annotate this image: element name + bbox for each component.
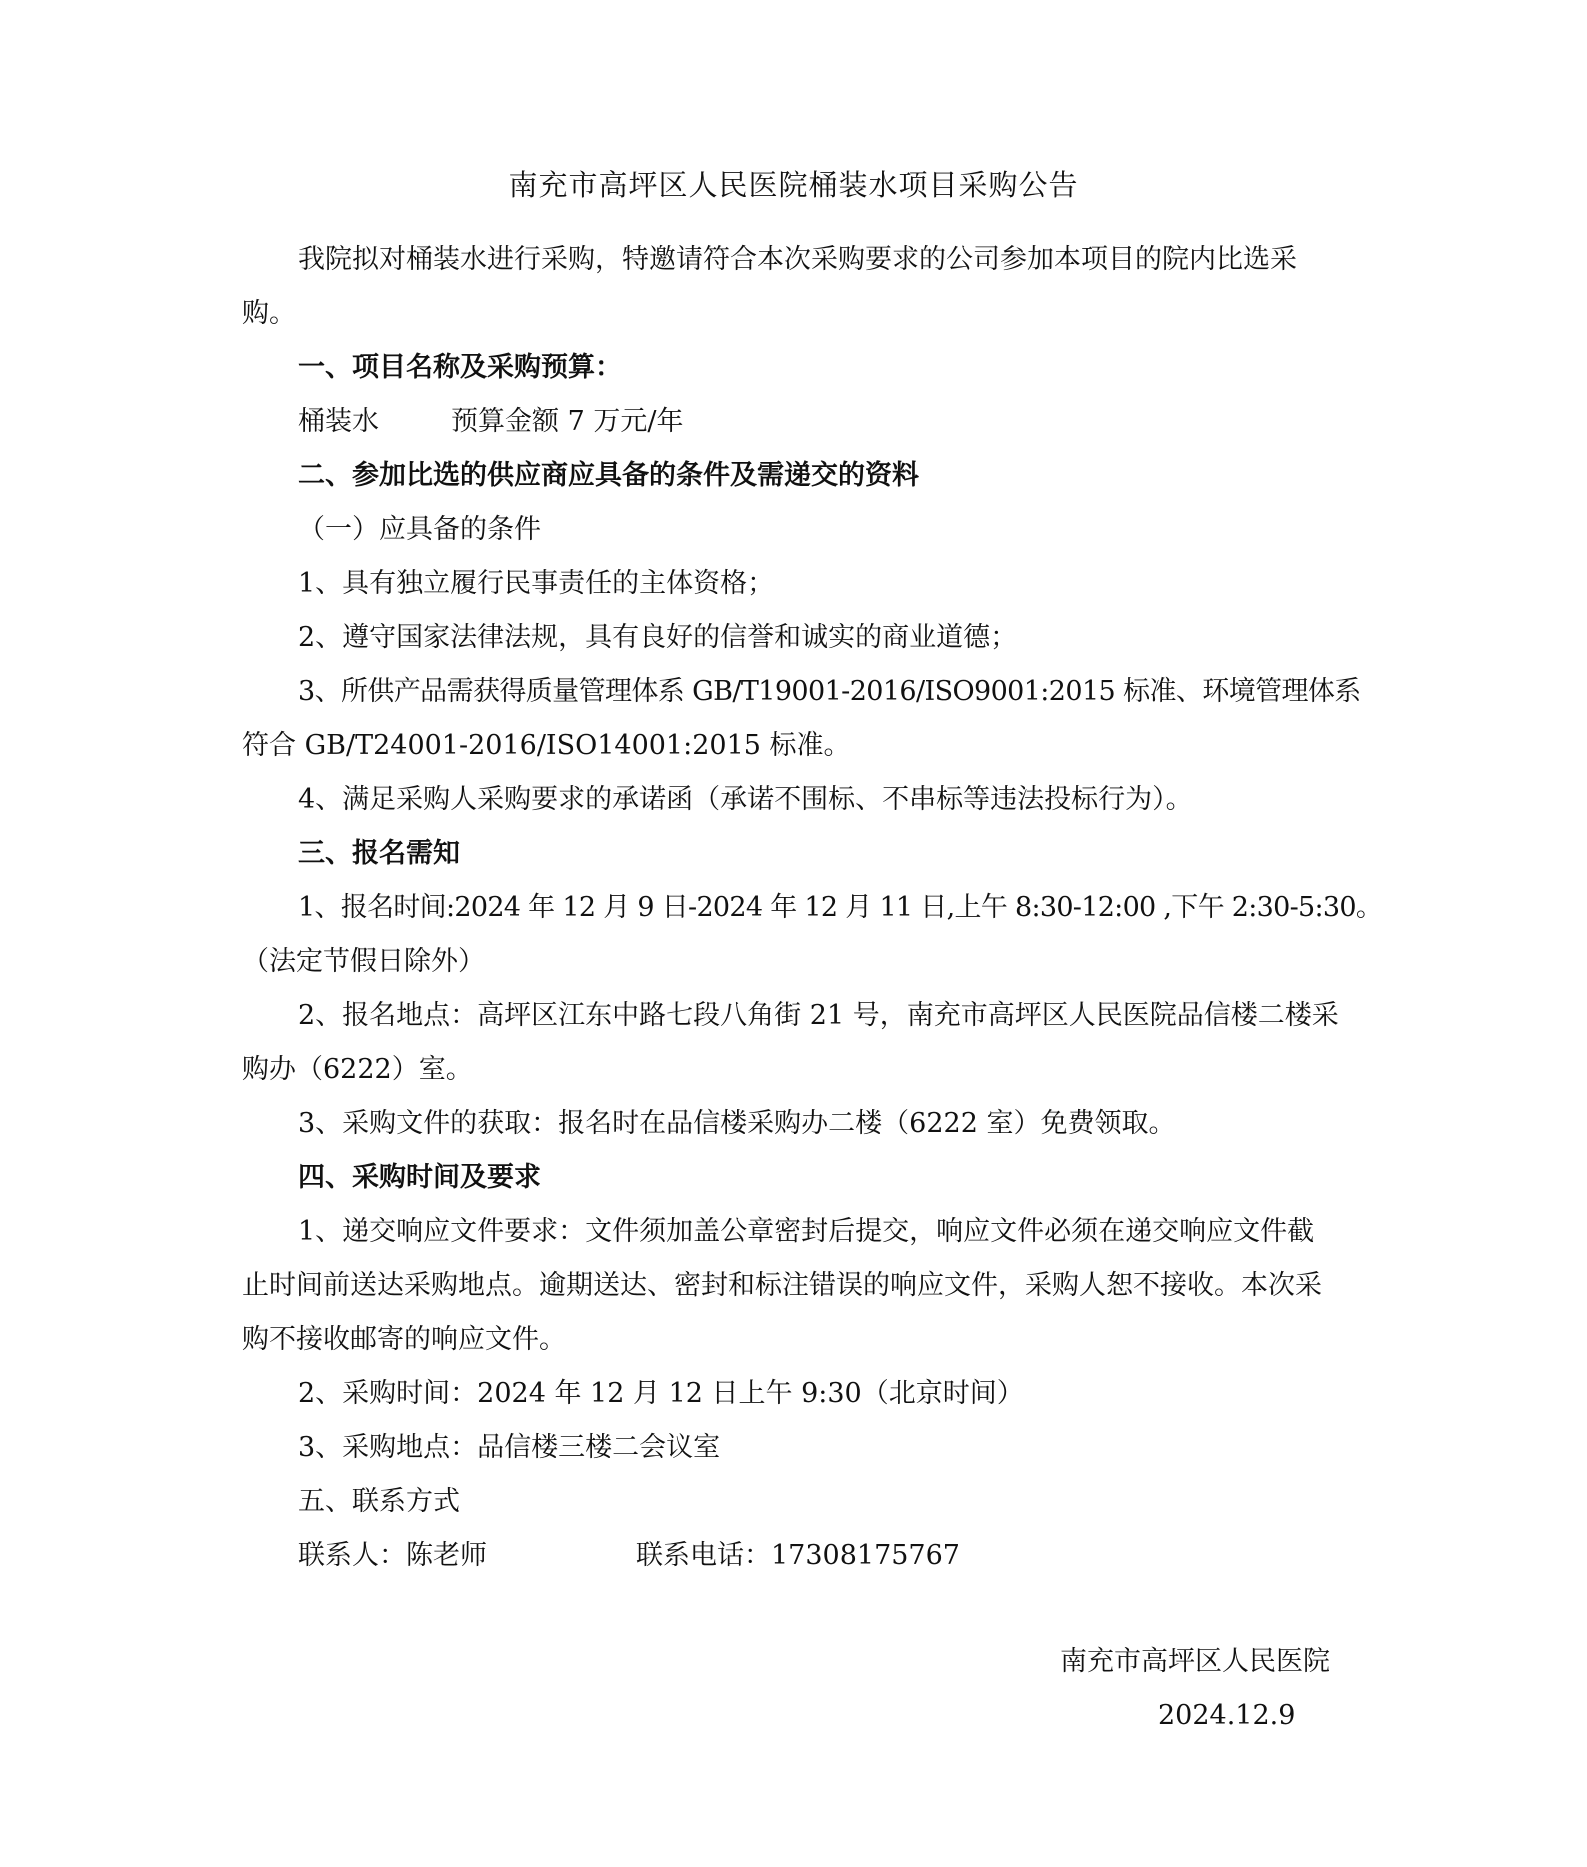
section4-item-2: 2、采购时间：2024 年 12 月 12 日上午 9:30（北京时间） [298,1378,1024,1409]
section4-item-1-line-1: 1、递交响应文件要求：文件须加盖公章密封后提交，响应文件必须在递交响应文件截 [298,1216,1315,1247]
section3-item-2-line-1: 2、报名地点：高坪区江东中路七段八角街 21 号，南充市高坪区人民医院品信楼二楼采 [298,1000,1339,1031]
section2-sub-heading: （一）应具备的条件 [298,514,541,545]
intro-line-1: 我院拟对桶装水进行采购，特邀请符合本次采购要求的公司参加本项目的院内比选采 [298,244,1297,275]
section2-item-2: 2、遵守国家法律法规，具有良好的信誉和诚实的商业道德； [298,622,1018,653]
item-budget: 预算金额 7 万元/年 [451,406,684,437]
section3-item-2-line-2: 购办（6222）室。 [242,1054,473,1085]
section5-heading: 五、联系方式 [298,1486,460,1517]
contact-person: 联系人：陈老师 [298,1540,487,1571]
section3-heading: 三、报名需知 [298,838,460,869]
section1-item [298,402,683,442]
section2-heading: 二、参加比选的供应商应具备的条件及需递交的资料 [298,460,919,491]
document-title: 南充市高坪区人民医院桶装水项目采购公告 [508,168,1079,202]
section3-item-3: 3、采购文件的获取：报名时在品信楼采购办二楼（6222 室）免费领取。 [298,1108,1176,1139]
section4-heading: 四、采购时间及要求 [298,1162,541,1193]
footer-org: 南充市高坪区人民医院 [1060,1646,1330,1677]
section3-item-1-line-1: 1、报名时间:2024 年 12 月 9 日-2024 年 12 月 11 日,上午 8:30-12:00 ,下午 2:30-5:30。 [298,892,1383,923]
section4-item-1-line-2: 止时间前送达采购地点。逾期送达、密封和标注错误的响应文件，采购人恕不接收。本次采 [242,1270,1322,1301]
section4-item-1-line-3: 购不接收邮寄的响应文件。 [242,1324,566,1355]
section4-item-3: 3、采购地点：品信楼三楼二会议室 [298,1432,721,1463]
footer-date: 2024.12.9 [1158,1700,1296,1731]
section2-item-1: 1、具有独立履行民事责任的主体资格； [298,568,775,599]
section3-item-1-line-2: （法定节假日除外） [242,946,485,977]
section1-heading: 一、项目名称及采购预算： [298,352,622,383]
section2-item-3-line-2: 符合 GB/T24001-2016/ISO14001:2015 标准。 [242,730,851,761]
section2-item-3-line-1: 3、所供产品需获得质量管理体系 GB/T19001-2016/ISO9001:2015 标准、环境管理体系 [298,676,1361,707]
intro-line-2: 购。 [242,298,296,329]
section2-item-4: 4、满足采购人采购要求的承诺函（承诺不围标、不串标等违法投标行为）。 [298,784,1193,815]
item-name: 桶装水 [298,406,379,437]
contact-phone: 联系电话：17308175767 [636,1540,960,1571]
